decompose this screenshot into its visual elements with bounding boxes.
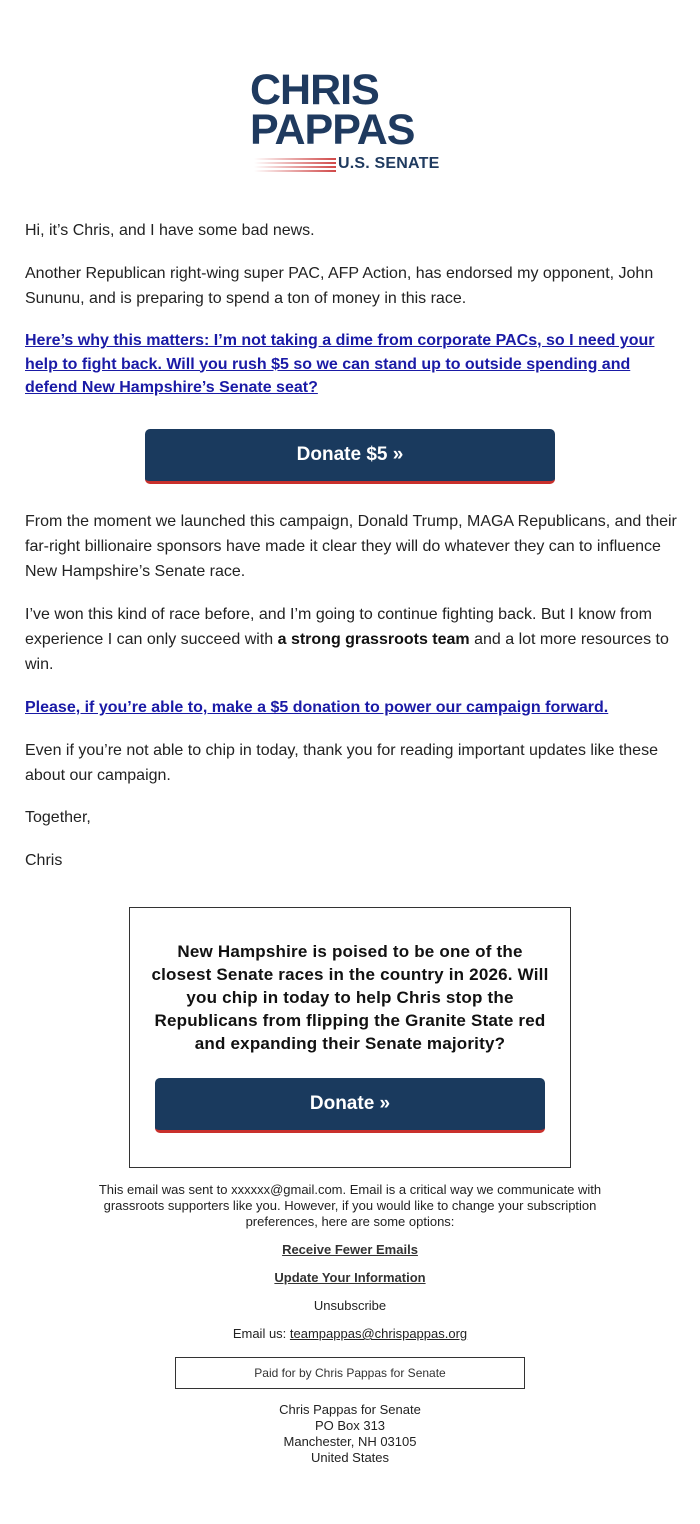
donate-5-button[interactable]: Donate $5 » [145, 429, 555, 484]
callout-box [129, 907, 571, 1168]
logo-stripes-icon [254, 158, 336, 172]
footer-unsubscribe-row [0, 1298, 700, 1314]
appeal-paragraph [25, 329, 680, 400]
address-line: PO Box 313 [314, 1418, 386, 1433]
grassroots-text-start: I’ve won this kind of race before, and I’m going to continue fighting back. But I know from experience I can only succeed with [25, 606, 653, 648]
donate-button[interactable]: Donate » [155, 1078, 545, 1133]
paid-for-disclaimer: Paid for by Chris Pappas for Senate [175, 1357, 525, 1389]
campaign-context-paragraph: From the moment we launched this campaign, Donald Trump, MAGA Republicans, and their far-right billionaire sponsors have made it clear they will do whatever they can to influence New Hampshire’s Senate race. [25, 513, 677, 580]
email-label: Email us: [232, 1326, 290, 1341]
grassroots-bold-text: a strong grassroots team [277, 631, 470, 648]
update-information-link[interactable]: Update Your Information [274, 1270, 426, 1285]
address-line: United States [310, 1450, 390, 1465]
footer-fewer-emails-row [0, 1242, 700, 1258]
donation-link-paragraph [25, 695, 680, 720]
footer-notice: This email was sent to xxxxxx@gmail.com. Email is a critical way we communicate with grassroots supporters like you. However, if you would like to change your subscription preferences, here are some options: [98, 1182, 602, 1229]
signoff: Together, [25, 809, 91, 826]
footer-email-row [0, 1326, 700, 1342]
email-address-link[interactable]: teampappas@chrispappas.org [289, 1326, 468, 1341]
callout-text: New Hampshire is poised to be one of the closest Senate races in the country in 2026. Will you chip in today to help Chris stop the Republicans from flipping the Granite State red and expanding their Senate majority? [151, 942, 549, 1053]
signature: Chris [25, 852, 63, 869]
logo-line-2: PAPPAS [250, 106, 415, 154]
logo-subtitle: U.S. SENATE [338, 155, 440, 172]
endorsement-paragraph: Another Republican right-wing super PAC, AFP Action, has endorsed my opponent, John Sununu, and is preparing to spend a ton of money in this race. [25, 265, 654, 307]
campaign-logo [0, 66, 700, 181]
footer-update-info-row [0, 1270, 700, 1286]
mailing-address [0, 1402, 700, 1466]
address-line: Chris Pappas for Senate [279, 1402, 421, 1417]
thanks-paragraph: Even if you’re not able to chip in today, thank you for reading important updates like these about our campaign. [25, 742, 658, 784]
receive-fewer-emails-link[interactable]: Receive Fewer Emails [282, 1242, 418, 1257]
address-line: Manchester, NH 03105 [283, 1434, 417, 1449]
logo-line-1: CHRIS [250, 66, 379, 114]
grassroots-paragraph [25, 602, 680, 677]
grassroots-text-end: and a lot more resources to win. [25, 631, 669, 673]
donation-5-link[interactable]: Please, if you’re able to, make a $5 donation to power our campaign forward. [25, 699, 609, 716]
appeal-donate-link[interactable]: Here’s why this matters: I’m not taking a dime from corporate PACs, so I need your help to fight back. Will you rush $5 so we can stand up to outside spending and defend New Hampshire’s Senate seat? [25, 332, 655, 396]
unsubscribe-link[interactable]: Unsubscribe [313, 1298, 387, 1313]
greeting-paragraph: Hi, it’s Chris, and I have some bad news. [25, 222, 315, 239]
